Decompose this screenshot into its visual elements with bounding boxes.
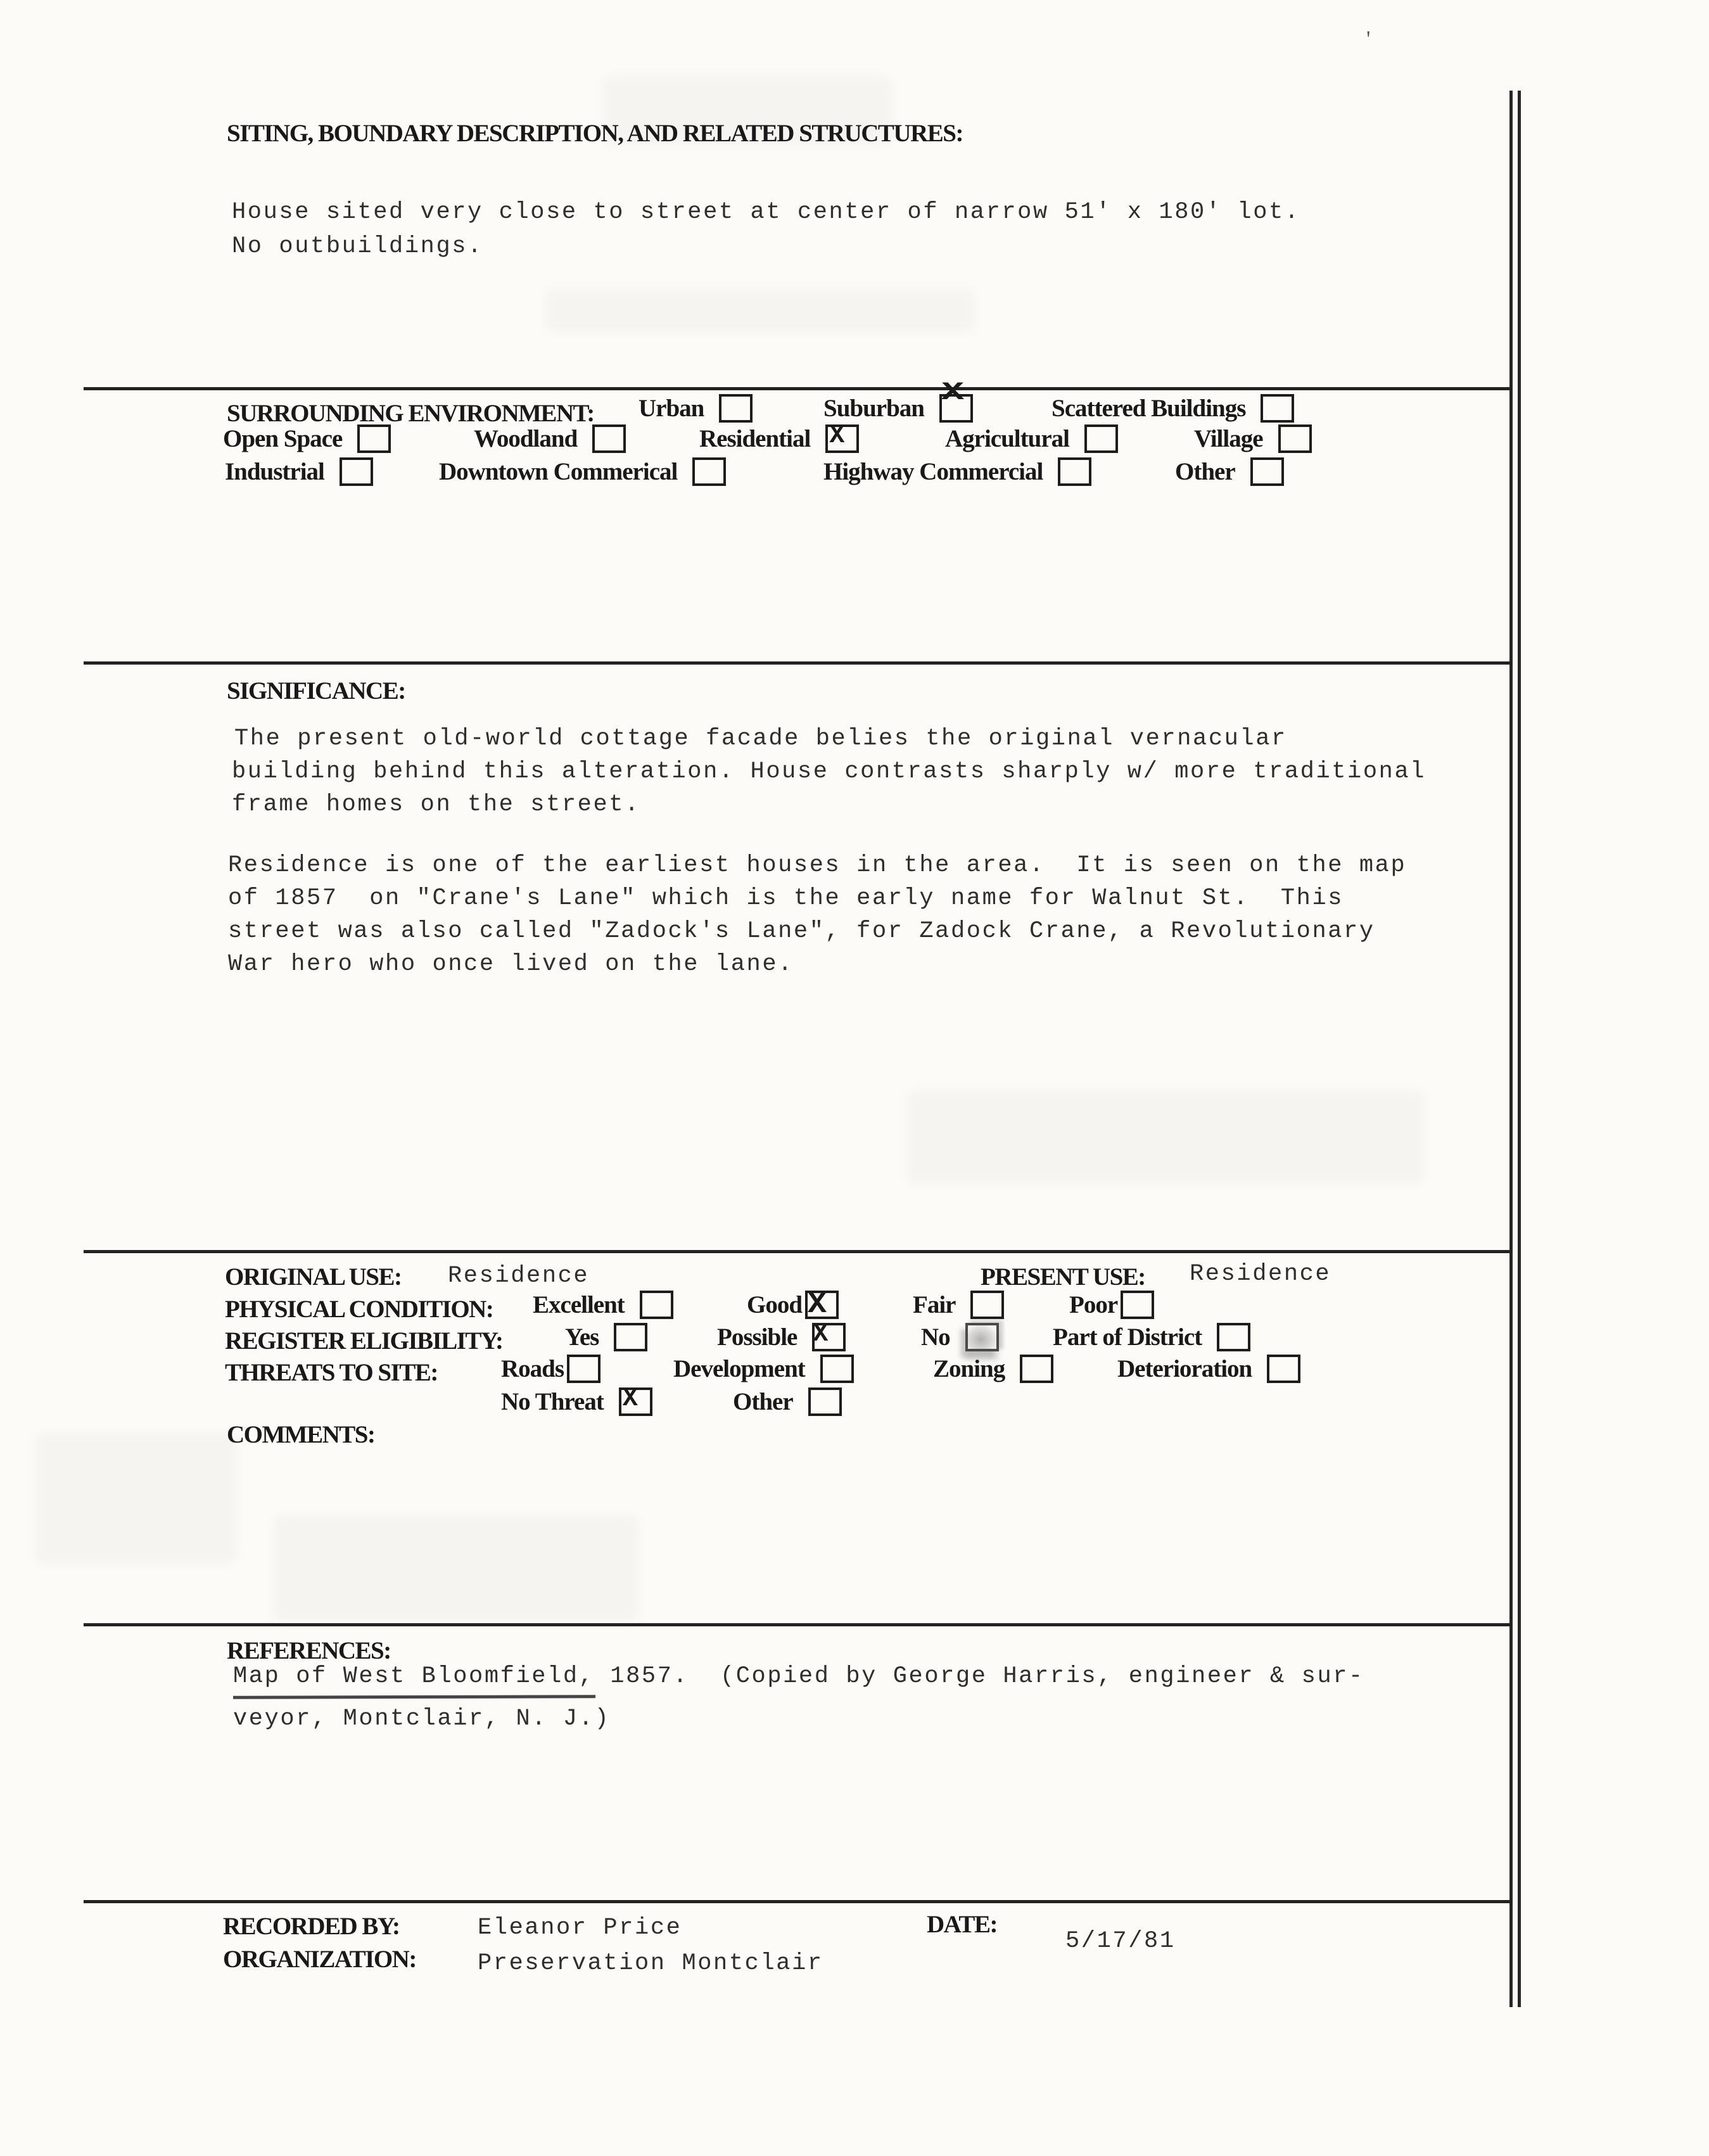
option-fair [913, 1291, 1004, 1319]
checkbox-good[interactable]: X [805, 1291, 839, 1319]
option-no-label: No [921, 1324, 950, 1351]
bleedthrough-smudge [545, 288, 975, 333]
option-part-of-district-label: Part of District [1053, 1324, 1202, 1351]
significance-p2-line2: of 1857 on "Crane's Lane" which is the early name for Walnut St. This [228, 885, 1344, 912]
references-line2: veyor, Montclair, N. J.) [233, 1706, 611, 1732]
threats-to-site-label: THREATS TO SITE: [225, 1359, 438, 1386]
checkbox-village[interactable] [1278, 424, 1312, 453]
option-other-environment-label: Other [1175, 458, 1235, 485]
option-highway-commercial [823, 457, 1091, 486]
option-no-threat-label: No Threat [501, 1388, 604, 1415]
option-no [921, 1323, 999, 1351]
checkbox-open-space[interactable] [357, 424, 391, 453]
checkbox-highway-commercial[interactable] [1058, 457, 1091, 486]
physical-condition-label: PHYSICAL CONDITION: [225, 1296, 493, 1323]
option-downtown-commercial [439, 457, 726, 486]
significance-p1-line2: building behind this alteration. House contrasts sharply w/ more traditional [232, 758, 1426, 785]
checkbox-yes[interactable] [614, 1323, 647, 1351]
siting-section-heading: SITING, BOUNDARY DESCRIPTION, AND RELATED STRUCTURES: [227, 120, 963, 147]
option-poor-label: Poor [1069, 1291, 1118, 1318]
checkbox-no-threat[interactable]: X [619, 1387, 652, 1416]
siting-text-line1: House sited very close to street at center of narrow 51' x 180' lot. [232, 199, 1300, 226]
option-good [747, 1289, 839, 1322]
option-downtown-commercial-label: Downtown Commerical [439, 458, 678, 485]
significance-label: SIGNIFICANCE: [227, 677, 405, 705]
section-divider-4 [84, 1623, 1513, 1626]
option-open-space [223, 424, 391, 453]
option-yes-label: Yes [565, 1324, 599, 1351]
checkbox-scattered-buildings[interactable] [1261, 394, 1294, 423]
option-suburban [823, 379, 973, 423]
option-highway-commercial-label: Highway Commercial [823, 458, 1043, 485]
surrounding-environment-label: SURROUNDING ENVIRONMENT: [227, 400, 594, 427]
option-scattered-buildings [1051, 394, 1294, 423]
recorded-by-label: RECORDED BY: [223, 1913, 400, 1940]
option-other-environment [1175, 457, 1284, 486]
present-use-value: Residence [1190, 1261, 1331, 1287]
stray-pen-mark: ' [1366, 26, 1371, 51]
date-value: 5/17/81 [1065, 1928, 1176, 1955]
bleedthrough-smudge [906, 1090, 1425, 1185]
bleedthrough-smudge [272, 1514, 640, 1622]
present-use-label: PRESENT USE: [981, 1263, 1145, 1291]
siting-text-line2: No outbuildings. [232, 233, 483, 260]
significance-p2-line1: Residence is one of the earliest houses in the area. It is seen on the map [228, 852, 1407, 879]
option-woodland [474, 424, 626, 453]
option-development-label: Development [673, 1355, 805, 1382]
option-development [673, 1355, 854, 1383]
checkbox-roads[interactable] [567, 1355, 600, 1383]
option-deterioration [1117, 1355, 1300, 1383]
option-residential [699, 424, 859, 453]
checkbox-development[interactable] [820, 1355, 854, 1383]
significance-p2-line3: street was also called "Zadock's Lane", for Zadock Crane, a Revolutionary [228, 918, 1375, 945]
checkbox-part-of-district[interactable] [1217, 1323, 1250, 1351]
option-possible-label: Possible [717, 1324, 797, 1351]
option-urban [638, 394, 753, 423]
option-yes [565, 1323, 647, 1351]
option-zoning-label: Zoning [933, 1355, 1005, 1382]
significance-p1-line3: frame homes on the street. [232, 791, 640, 818]
option-industrial-label: Industrial [225, 458, 324, 485]
checkbox-suburban[interactable]: X [939, 394, 973, 423]
option-no-threat [501, 1387, 652, 1416]
section-divider-2 [84, 661, 1513, 665]
option-woodland-label: Woodland [474, 425, 578, 452]
checkbox-residential[interactable]: X [825, 424, 859, 453]
checkbox-poor[interactable] [1121, 1291, 1154, 1319]
option-agricultural [945, 424, 1118, 453]
option-excellent-label: Excellent [533, 1291, 625, 1318]
section-divider-1 [84, 387, 1513, 390]
comments-label: COMMENTS: [227, 1421, 375, 1448]
option-roads-label: Roads [501, 1355, 564, 1382]
option-other-threat-label: Other [733, 1388, 793, 1415]
typed-underline [233, 1695, 595, 1699]
references-line1: Map of West Bloomfield, 1857. (Copied by George Harris, engineer & sur- [233, 1663, 1364, 1690]
option-excellent [533, 1291, 673, 1319]
option-roads [501, 1355, 600, 1383]
option-zoning [933, 1355, 1053, 1383]
recorded-by-value: Eleanor Price [478, 1915, 682, 1941]
checkbox-fair[interactable] [970, 1291, 1004, 1319]
checkbox-no[interactable] [965, 1323, 999, 1351]
references-label: REFERENCES: [227, 1637, 391, 1664]
option-scattered-buildings-label: Scattered Buildings [1051, 395, 1246, 422]
section-divider-3 [84, 1250, 1513, 1253]
significance-p2-line4: War hero who once lived on the lane. [228, 951, 794, 978]
option-residential-label: Residential [699, 425, 811, 452]
checkbox-other-threat[interactable] [808, 1387, 842, 1416]
page-edge-double-line [1509, 91, 1521, 2007]
original-use-value: Residence [448, 1263, 590, 1289]
checkbox-other-environment[interactable] [1250, 457, 1284, 486]
original-use-label: ORIGINAL USE: [225, 1263, 402, 1291]
checkbox-agricultural[interactable] [1084, 424, 1118, 453]
option-open-space-label: Open Space [223, 425, 343, 452]
option-possible [717, 1320, 846, 1351]
option-poor [1069, 1291, 1154, 1319]
option-part-of-district [1053, 1323, 1250, 1351]
organization-label: ORGANIZATION: [223, 1946, 416, 1973]
checkbox-downtown-commercial[interactable] [692, 457, 726, 486]
option-agricultural-label: Agricultural [945, 425, 1069, 452]
organization-value: Preservation Montclair [478, 1950, 823, 1977]
option-village-label: Village [1194, 425, 1263, 452]
option-good-label: Good [747, 1291, 803, 1318]
checkbox-excellent[interactable] [640, 1291, 673, 1319]
option-fair-label: Fair [913, 1291, 956, 1318]
register-eligibility-label: REGISTER ELIGIBILITY: [225, 1327, 503, 1355]
date-label: DATE: [927, 1911, 997, 1938]
checkbox-woodland[interactable] [592, 424, 626, 453]
bleedthrough-smudge [35, 1432, 238, 1565]
option-village [1194, 424, 1312, 453]
option-deterioration-label: Deterioration [1117, 1355, 1252, 1382]
checkbox-zoning[interactable] [1020, 1355, 1053, 1383]
checkbox-deterioration[interactable] [1267, 1355, 1300, 1383]
section-divider-5 [84, 1900, 1513, 1903]
checkbox-industrial[interactable] [340, 457, 373, 486]
checkbox-urban[interactable] [719, 394, 753, 423]
option-urban-label: Urban [638, 395, 704, 422]
significance-p1-line1: The present old-world cottage facade belies the original vernacular [234, 725, 1287, 752]
option-industrial [225, 457, 373, 486]
option-other-threat [733, 1387, 842, 1416]
checkbox-possible[interactable]: X [812, 1323, 846, 1351]
option-suburban-label: Suburban [823, 395, 924, 422]
